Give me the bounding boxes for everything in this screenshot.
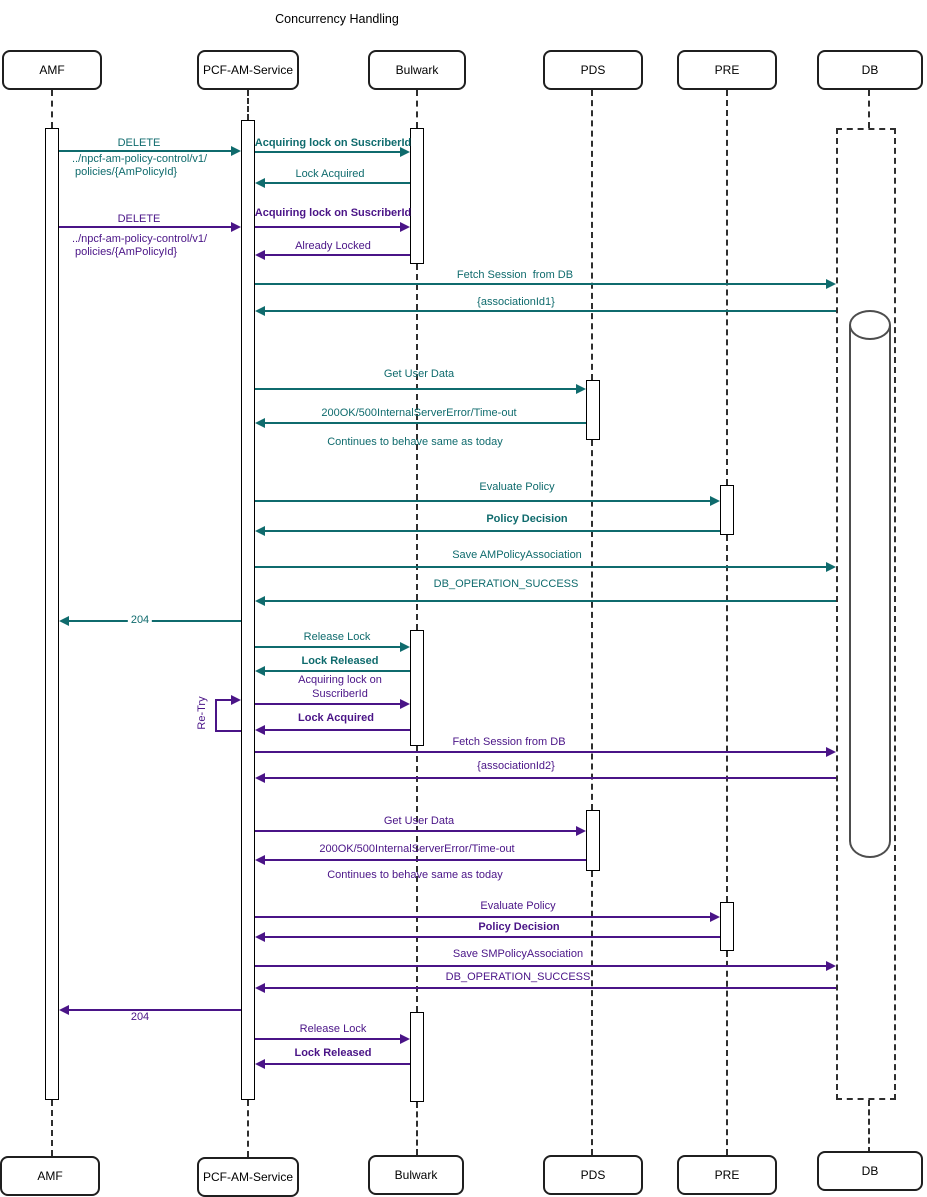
arrow-line xyxy=(260,254,410,256)
arrow-head-icon xyxy=(400,222,410,232)
db-cylinder-top-icon xyxy=(849,310,891,340)
db-cylinder-icon xyxy=(849,325,891,858)
arrow-head-icon xyxy=(255,526,265,536)
label-db-operation-success-teal: DB_OPERATION_SUCCESS xyxy=(433,578,579,590)
label-association-id1: {associationId1} xyxy=(477,296,555,308)
activation-bulwark-1 xyxy=(410,128,424,264)
lifeline-pcf xyxy=(247,1100,249,1157)
participant-bulwark-bottom: Bulwark xyxy=(368,1155,464,1195)
retry-loop-bottom xyxy=(215,730,241,732)
label-acquire-lock-retry-line2: SuscriberId xyxy=(312,688,368,700)
participant-pre-top: PRE xyxy=(677,50,777,90)
activation-amf xyxy=(45,128,59,1100)
label-delete-teal: DELETE xyxy=(117,137,161,149)
arrow-head-icon xyxy=(255,983,265,993)
label-204-teal: 204 xyxy=(128,614,152,627)
lifeline-db xyxy=(868,1100,870,1153)
label-lock-acquired-retry: Lock Acquired xyxy=(298,712,374,724)
participant-pcf-am-service-top: PCF-AM-Service xyxy=(197,50,299,90)
label-200ok-purple: 200OK/500InternalServerError/Time-out xyxy=(319,843,515,855)
label-save-am-policy: Save AMPolicyAssociation xyxy=(452,549,582,561)
label-acquire-lock-teal: Acquiring lock on SuscriberId xyxy=(254,137,412,149)
lifeline-bulwark xyxy=(416,1102,418,1155)
arrow-line xyxy=(260,777,836,779)
label-get-user-data-teal: Get User Data xyxy=(383,368,455,380)
arrow-line xyxy=(260,859,586,861)
arrow-head-icon xyxy=(255,932,265,942)
arrow-head-icon xyxy=(255,1059,265,1069)
activation-bulwark-2 xyxy=(410,630,424,746)
label-delete-purple-url2: policies/{AmPolicyId} xyxy=(75,246,178,258)
activation-pre-2 xyxy=(720,902,734,951)
arrow-head-icon xyxy=(231,146,241,156)
arrow-head-icon xyxy=(576,384,586,394)
arrow-head-icon xyxy=(255,306,265,316)
label-delete-teal-url2: policies/{AmPolicyId} xyxy=(75,166,178,178)
activation-pds-2 xyxy=(586,810,600,871)
participant-pcf-am-service-bottom: PCF-AM-Service xyxy=(197,1157,299,1197)
participant-pre-bottom: PRE xyxy=(677,1155,777,1195)
lifeline-pds xyxy=(591,440,593,810)
lifeline-pds xyxy=(591,871,593,1155)
arrow-head-icon xyxy=(826,562,836,572)
participant-pds-top: PDS xyxy=(543,50,643,90)
arrow-head-icon xyxy=(59,1005,69,1015)
arrow-line xyxy=(260,310,836,312)
label-policy-decision-purple: Policy Decision xyxy=(478,921,560,933)
label-lock-released-teal: Lock Released xyxy=(301,655,379,667)
diagram-title: Concurrency Handling xyxy=(275,12,399,26)
label-evaluate-policy-teal: Evaluate Policy xyxy=(479,481,555,493)
label-policy-decision-teal: Policy Decision xyxy=(486,513,568,525)
label-delete-purple: DELETE xyxy=(117,213,161,225)
participant-db-top: DB xyxy=(817,50,923,90)
note-continues-purple: Continues to behave same as today xyxy=(327,869,503,881)
label-acquire-lock-retry-line1: Acquiring lock on xyxy=(298,674,382,686)
retry-loop-side xyxy=(215,699,217,732)
arrow-line xyxy=(260,600,836,602)
arrow-head-icon xyxy=(400,642,410,652)
arrow-head-icon xyxy=(400,1034,410,1044)
lifeline-pds xyxy=(591,90,593,380)
participant-db-bottom: DB xyxy=(817,1151,923,1191)
lifeline-amf xyxy=(51,1100,53,1156)
arrow-line xyxy=(255,916,715,918)
arrow-head-icon xyxy=(255,250,265,260)
lifeline-pre xyxy=(726,535,728,902)
arrow-head-icon xyxy=(255,666,265,676)
label-release-lock-teal: Release Lock xyxy=(303,631,371,643)
arrow-line xyxy=(255,703,405,705)
label-lock-acquired-teal: Lock Acquired xyxy=(295,168,365,180)
activation-pds-1 xyxy=(586,380,600,440)
label-get-user-data-purple: Get User Data xyxy=(383,815,455,827)
arrow-line xyxy=(64,1009,241,1011)
arrow-line xyxy=(260,670,410,672)
arrow-head-icon xyxy=(255,418,265,428)
note-continues-teal: Continues to behave same as today xyxy=(327,436,503,448)
arrow-head-icon xyxy=(826,961,836,971)
arrow-line xyxy=(260,987,836,989)
lifeline-pre xyxy=(726,90,728,485)
arrow-head-icon xyxy=(255,725,265,735)
label-204-purple: 204 xyxy=(130,1011,150,1023)
label-association-id2: {associationId2} xyxy=(477,760,555,772)
label-evaluate-policy-purple: Evaluate Policy xyxy=(480,900,556,912)
arrow-line xyxy=(255,646,405,648)
label-retry: Re-Try xyxy=(196,696,208,730)
participant-bulwark-top: Bulwark xyxy=(368,50,466,90)
arrow-line xyxy=(64,620,241,622)
label-delete-teal-url1: ../npcf-am-policy-control/v1/ xyxy=(72,153,208,165)
arrow-head-icon xyxy=(400,699,410,709)
arrow-line xyxy=(255,1038,405,1040)
label-save-sm-policy: Save SMPolicyAssociation xyxy=(452,948,584,960)
label-acquire-lock-purple: Acquiring lock on SuscriberId xyxy=(254,207,412,219)
arrow-line xyxy=(255,226,405,228)
arrow-line xyxy=(255,965,831,967)
arrow-line xyxy=(260,422,586,424)
label-200ok-teal: 200OK/500InternalServerError/Time-out xyxy=(321,407,517,419)
label-fetch-session-teal: Fetch Session from DB xyxy=(456,269,574,281)
arrow-line xyxy=(59,150,236,152)
label-fetch-session-purple: Fetch Session from DB xyxy=(452,736,566,748)
arrow-head-icon xyxy=(59,616,69,626)
arrow-head-icon xyxy=(231,695,241,705)
lifeline-bulwark xyxy=(416,90,418,128)
arrow-head-icon xyxy=(255,855,265,865)
label-already-locked: Already Locked xyxy=(295,240,371,252)
arrow-head-icon xyxy=(255,596,265,606)
arrow-head-icon xyxy=(255,773,265,783)
arrow-head-icon xyxy=(255,178,265,188)
lifeline-pre xyxy=(726,951,728,1155)
arrow-line xyxy=(255,830,581,832)
arrow-line xyxy=(255,500,715,502)
lifeline-pcf xyxy=(247,90,249,120)
label-delete-purple-url1: ../npcf-am-policy-control/v1/ xyxy=(72,233,208,245)
lifeline-db xyxy=(868,90,870,128)
label-release-lock-purple: Release Lock xyxy=(299,1023,367,1035)
arrow-line xyxy=(260,936,720,938)
arrow-head-icon xyxy=(231,222,241,232)
arrow-line xyxy=(255,566,831,568)
participant-pds-bottom: PDS xyxy=(543,1155,643,1195)
label-lock-released-purple: Lock Released xyxy=(294,1047,372,1059)
arrow-line xyxy=(255,751,831,753)
participant-amf-bottom: AMF xyxy=(0,1156,100,1196)
arrow-line xyxy=(59,226,236,228)
activation-pre-1 xyxy=(720,485,734,535)
arrow-head-icon xyxy=(826,279,836,289)
lifeline-amf xyxy=(51,90,53,128)
arrow-line xyxy=(260,729,410,731)
retry-loop-top xyxy=(215,699,231,701)
arrow-line xyxy=(260,530,720,532)
arrow-head-icon xyxy=(710,496,720,506)
arrow-line xyxy=(260,1063,410,1065)
arrow-line xyxy=(255,151,405,153)
arrow-head-icon xyxy=(826,747,836,757)
activation-bulwark-3 xyxy=(410,1012,424,1102)
arrow-head-icon xyxy=(576,826,586,836)
arrow-line xyxy=(255,283,831,285)
label-db-operation-success-purple: DB_OPERATION_SUCCESS xyxy=(445,971,591,983)
arrow-line xyxy=(255,388,581,390)
activation-pcf xyxy=(241,120,255,1100)
arrow-line xyxy=(260,182,410,184)
participant-amf-top: AMF xyxy=(2,50,102,90)
arrow-head-icon xyxy=(710,912,720,922)
